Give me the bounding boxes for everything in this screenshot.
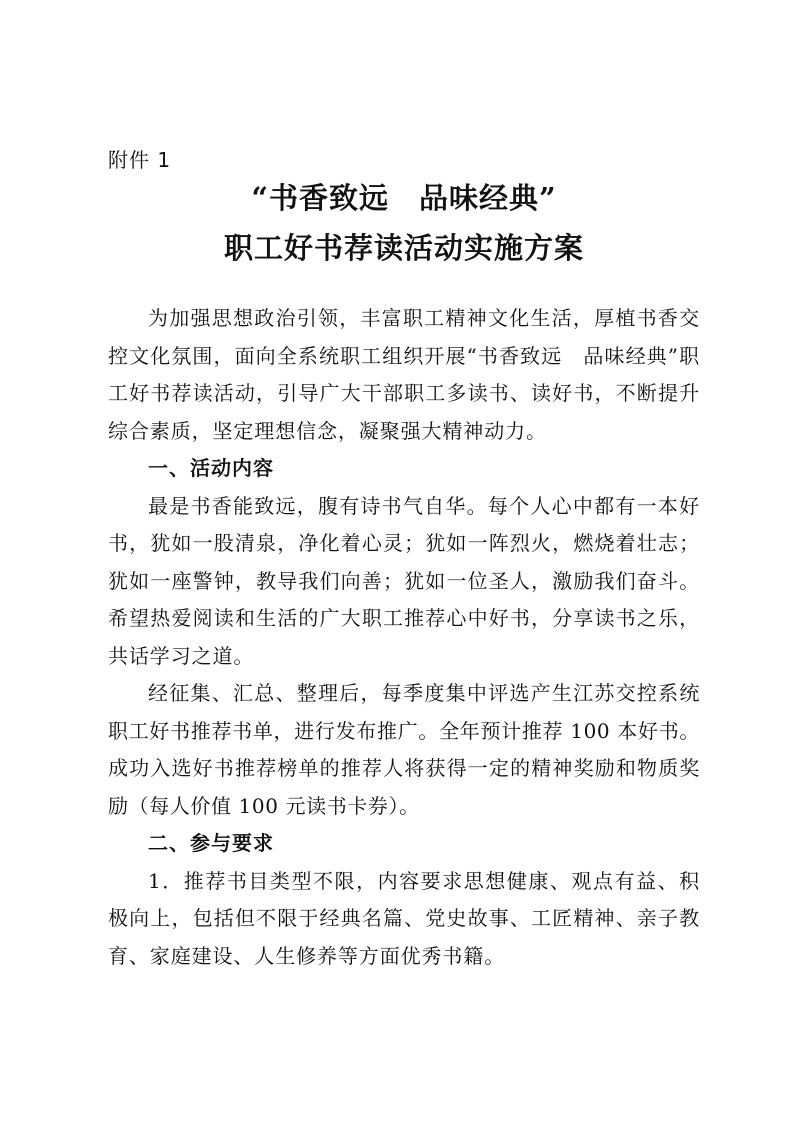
document-body [108, 300, 700, 975]
intro-paragraph: 为加强思想政治引领，丰富职工精神文化生活，厚植书香交控文化氛围，面向全系统职工组织开展“书香致远 品味经典”职工好书荐读活动，引导广大干部职工多读书、读好书，不断提升综合素质，坚定理想信念，凝聚强大精神动力。 [108, 306, 700, 443]
document-title-line-2: 职工好书荐读活动实施方案 [223, 231, 584, 265]
attachment-label: 附件 1 [108, 148, 172, 172]
requirement-item-1: 1．推荐书目类型不限，内容要求思想健康、观点有益、积极向上，包括但不限于经典名篇、党史故事、工匠精神、亲子教育、家庭建设、人生修养等方面优秀书籍。 [108, 868, 700, 968]
section-heading-activity-content: 一、活动内容 [148, 456, 274, 480]
activity-content-paragraph-1: 最是书香能致远，腹有诗书气自华。每个人心中都有一本好书，犹如一股清泉，净化着心灵；犹如一阵烈火，燃烧着壮志；犹如一座警钟，教导我们向善；犹如一位圣人，激励我们奋斗。希望热爱阅读和生活的广大职工推荐心中好书，分享读书之乐，共话学习之道。 [108, 493, 700, 668]
document-title-line-1: “书香致远 品味经典” [251, 181, 557, 215]
section-heading-participation-requirements: 二、参与要求 [148, 831, 274, 855]
activity-content-paragraph-2: 经征集、汇总、整理后，每季度集中评选产生江苏交控系统职工好书推荐书单，进行发布推广。全年预计推荐 100 本好书。成功入选好书推荐榜单的推荐人将获得一定的精神奖励和物质奖励（每人价值 100 元读书卡券）。 [108, 681, 700, 818]
